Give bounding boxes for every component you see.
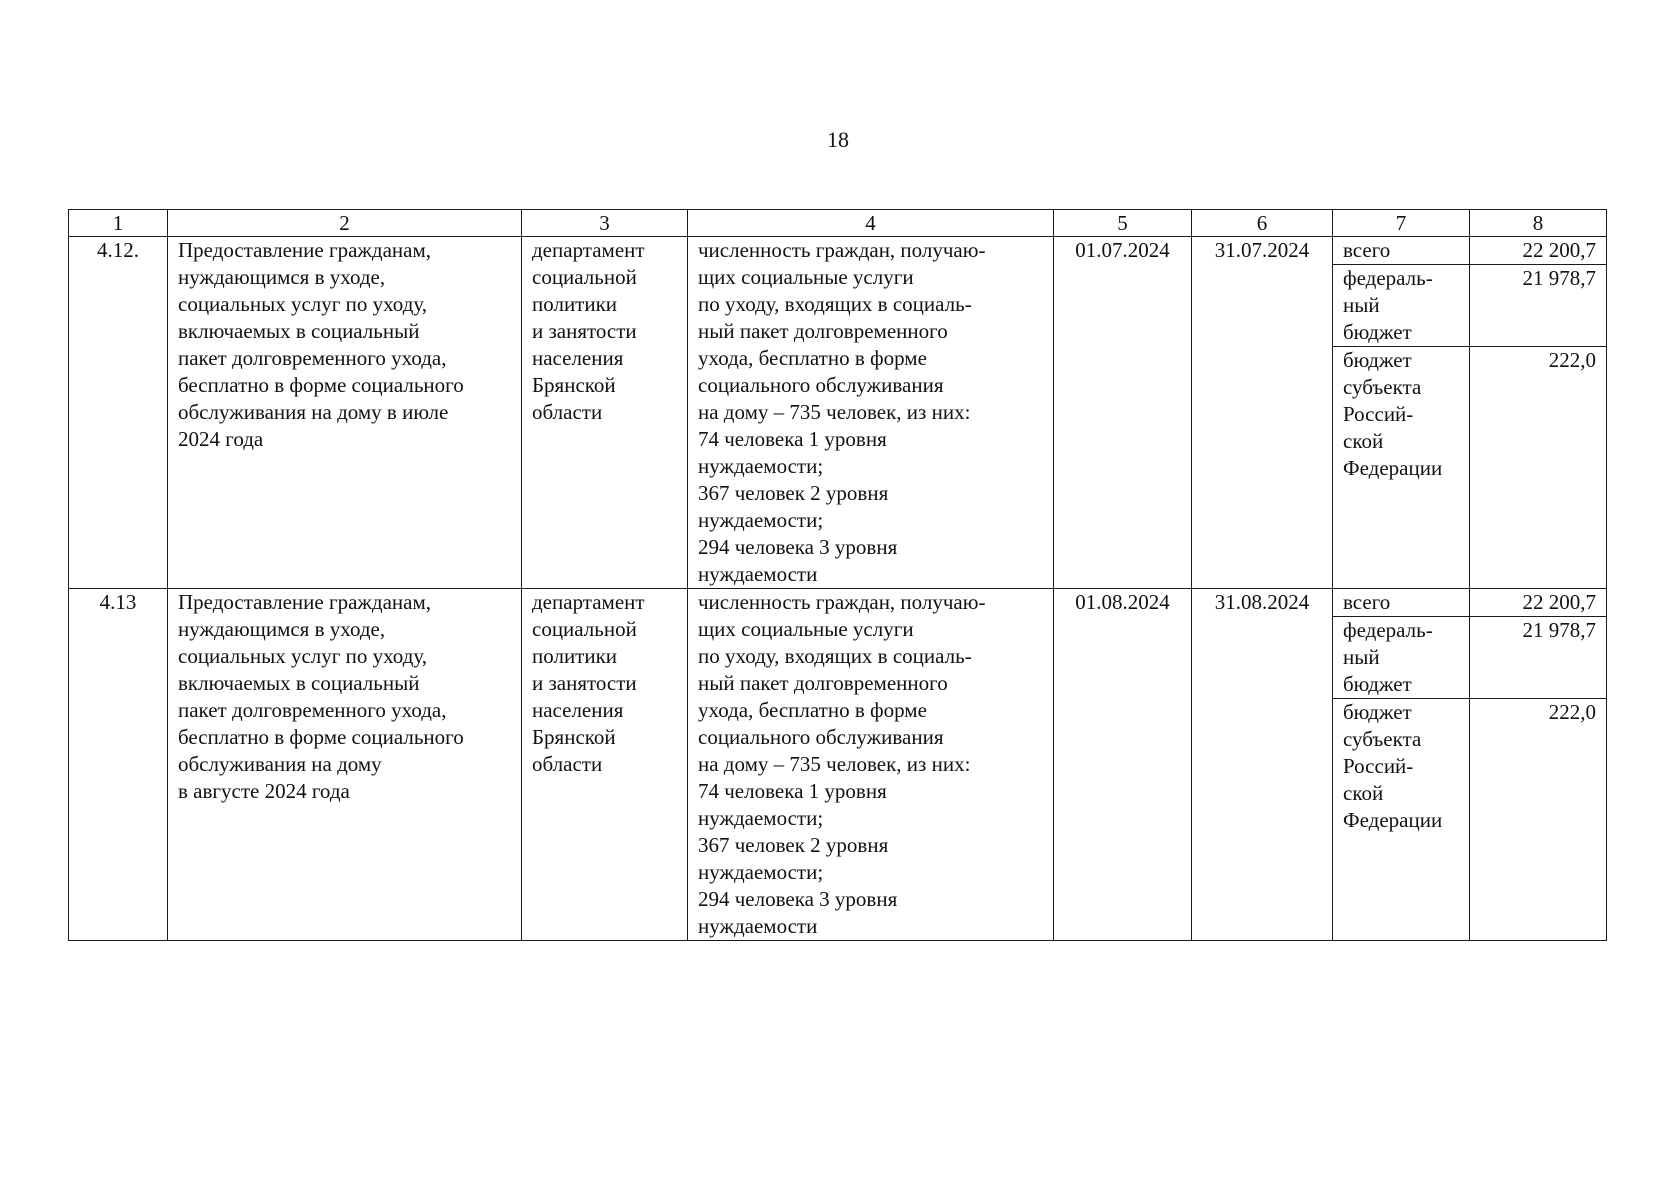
row-responsible-line: и занятости — [532, 671, 637, 695]
funding-source-line: Федерации — [1343, 808, 1443, 832]
funding-source-line: Россий- — [1343, 402, 1414, 426]
row-indicator-line: ный пакет долговременного — [698, 671, 948, 695]
row-end-date: 31.08.2024 — [1192, 589, 1333, 941]
row-description — [168, 237, 522, 589]
row-indicator-line: нуждаемости; — [698, 860, 824, 884]
row-number: 4.13 — [69, 589, 168, 941]
row-responsible-line: социальной — [532, 617, 637, 641]
row-responsible-line: и занятости — [532, 319, 637, 343]
funding-source-line: всего — [1343, 590, 1391, 614]
row-description-line: обслуживания на дому — [178, 752, 382, 776]
row-indicator-line: нуждаемости; — [698, 454, 824, 478]
row-indicator — [688, 589, 1054, 941]
row-indicator-line: 294 человека 3 уровня — [698, 887, 898, 911]
data-table — [68, 209, 1607, 941]
row-indicator-line: численность граждан, получаю- — [698, 590, 986, 614]
page-number: 18 — [827, 127, 849, 152]
row-number: 4.12. — [69, 237, 168, 589]
funding-source-line: ный — [1343, 293, 1380, 317]
row-indicator-line: на дому – 735 человек, из них: — [698, 752, 971, 776]
funding-source-line: бюджет — [1343, 320, 1412, 344]
row-responsible-line: области — [532, 752, 603, 776]
row-responsible-line: Брянской — [532, 373, 616, 397]
row-indicator-line: по уходу, входящих в социаль- — [698, 292, 972, 316]
row-responsible — [522, 237, 688, 589]
funding-source-line: субъекта — [1343, 375, 1422, 399]
row-indicator — [688, 237, 1054, 589]
row-indicator-line: 367 человек 2 уровня — [698, 481, 889, 505]
row-indicator-line: 74 человека 1 уровня — [698, 427, 887, 451]
column-header: 2 — [168, 210, 522, 237]
funding-source-line: федераль- — [1343, 266, 1433, 290]
funding-source — [1333, 237, 1470, 265]
funding-source-line: всего — [1343, 238, 1391, 262]
funding-source — [1333, 347, 1470, 589]
row-indicator-line: щих социальные услуги — [698, 617, 914, 641]
row-responsible-line: населения — [532, 346, 624, 370]
row-end-date: 31.07.2024 — [1192, 237, 1333, 589]
row-description-line: включаемых в социальный — [178, 671, 420, 695]
row-description-line: Предоставление гражданам, — [178, 238, 432, 262]
row-indicator-line: нуждаемости — [698, 562, 818, 586]
column-header: 5 — [1054, 210, 1192, 237]
funding-amount: 22 200,7 — [1470, 589, 1607, 617]
funding-source-line: ской — [1343, 429, 1384, 453]
funding-source-line: бюджет — [1343, 348, 1412, 372]
row-responsible-line: населения — [532, 698, 624, 722]
row-responsible-line: области — [532, 400, 603, 424]
table-row — [69, 589, 1607, 617]
row-indicator-line: 74 человека 1 уровня — [698, 779, 887, 803]
row-responsible-line: социальной — [532, 265, 637, 289]
row-indicator-line: 367 человек 2 уровня — [698, 833, 889, 857]
funding-amount: 222,0 — [1470, 347, 1607, 589]
funding-source-line: бюджет — [1343, 700, 1412, 724]
funding-amount: 21 978,7 — [1470, 265, 1607, 347]
row-indicator-line: численность граждан, получаю- — [698, 238, 986, 262]
row-responsible-line: департамент — [532, 590, 645, 614]
row-description-line: пакет долговременного ухода, — [178, 698, 447, 722]
funding-source-line: федераль- — [1343, 618, 1433, 642]
funding-source — [1333, 589, 1470, 617]
funding-source — [1333, 699, 1470, 941]
column-header: 8 — [1470, 210, 1607, 237]
funding-source-line: субъекта — [1343, 727, 1422, 751]
funding-amount: 22 200,7 — [1470, 237, 1607, 265]
funding-source-line: бюджет — [1343, 672, 1412, 696]
row-responsible-line: политики — [532, 292, 618, 316]
row-description — [168, 589, 522, 941]
row-indicator-line: социального обслуживания — [698, 373, 944, 397]
row-description-line: нуждающимся в уходе, — [178, 617, 386, 641]
column-header: 3 — [522, 210, 688, 237]
row-description-line: Предоставление гражданам, — [178, 590, 432, 614]
row-description-line: в августе 2024 года — [178, 779, 350, 803]
row-description-line: пакет долговременного ухода, — [178, 346, 447, 370]
funding-source-line: ный — [1343, 645, 1380, 669]
row-description-line: социальных услуг по уходу, — [178, 292, 428, 316]
funding-amount: 222,0 — [1470, 699, 1607, 941]
row-description-line: бесплатно в форме социального — [178, 725, 464, 749]
row-indicator-line: 294 человека 3 уровня — [698, 535, 898, 559]
row-responsible-line: Брянской — [532, 725, 616, 749]
funding-amount: 21 978,7 — [1470, 617, 1607, 699]
funding-source-line: ской — [1343, 781, 1384, 805]
row-indicator-line: нуждаемости — [698, 914, 818, 938]
row-description-line: бесплатно в форме социального — [178, 373, 464, 397]
row-responsible-line: политики — [532, 644, 618, 668]
row-start-date: 01.08.2024 — [1054, 589, 1192, 941]
row-indicator-line: социального обслуживания — [698, 725, 944, 749]
row-indicator-line: щих социальные услуги — [698, 265, 914, 289]
column-header: 4 — [688, 210, 1054, 237]
row-responsible-line: департамент — [532, 238, 645, 262]
row-indicator-line: по уходу, входящих в социаль- — [698, 644, 972, 668]
row-description-line: нуждающимся в уходе, — [178, 265, 386, 289]
column-header: 7 — [1333, 210, 1470, 237]
column-header: 1 — [69, 210, 168, 237]
column-header: 6 — [1192, 210, 1333, 237]
funding-source — [1333, 265, 1470, 347]
row-description-line: обслуживания на дому в июле — [178, 400, 449, 424]
funding-source-line: Федерации — [1343, 456, 1443, 480]
table-header-row — [69, 210, 1607, 237]
row-indicator-line: ный пакет долговременного — [698, 319, 948, 343]
row-indicator-line: ухода, бесплатно в форме — [698, 346, 927, 370]
row-description-line: социальных услуг по уходу, — [178, 644, 428, 668]
row-indicator-line: нуждаемости; — [698, 806, 824, 830]
table-body — [69, 210, 1607, 941]
row-responsible — [522, 589, 688, 941]
row-indicator-line: ухода, бесплатно в форме — [698, 698, 927, 722]
row-indicator-line: нуждаемости; — [698, 508, 824, 532]
funding-source — [1333, 617, 1470, 699]
row-indicator-line: на дому – 735 человек, из них: — [698, 400, 971, 424]
row-description-line: включаемых в социальный — [178, 319, 420, 343]
funding-source-line: Россий- — [1343, 754, 1414, 778]
table-row — [69, 237, 1607, 265]
row-description-line: 2024 года — [178, 427, 264, 451]
row-start-date: 01.07.2024 — [1054, 237, 1192, 589]
